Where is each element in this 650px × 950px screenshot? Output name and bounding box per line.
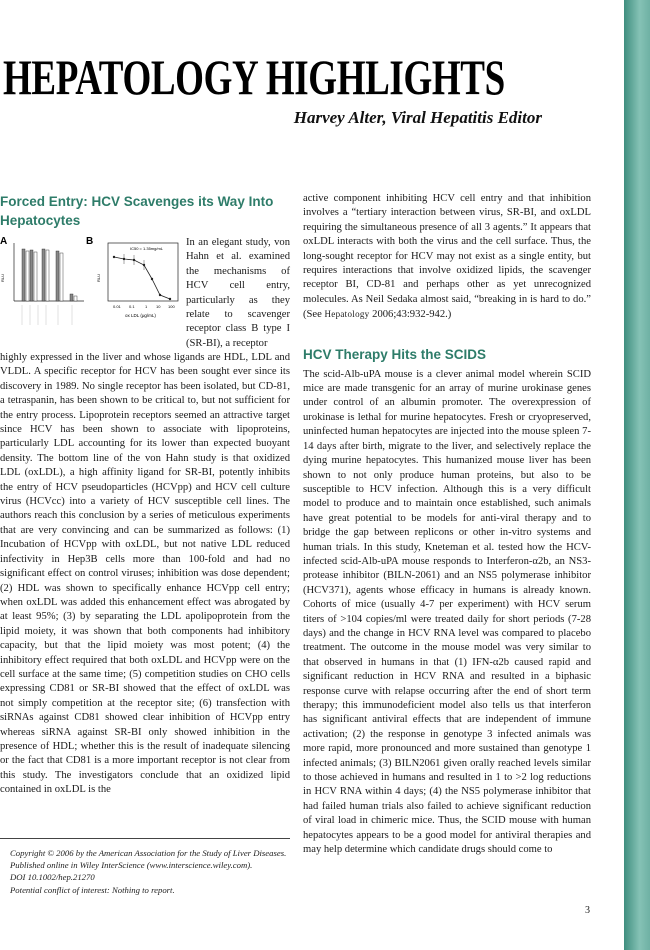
- citation-journal: Hepatology: [324, 309, 370, 320]
- xtick-1: 0.1: [129, 304, 135, 309]
- panel-b-ylabel: RLU: [96, 273, 101, 282]
- panel-b-xticks: [113, 304, 175, 309]
- bar-10: [74, 296, 77, 301]
- section2-heading: HCV Therapy Hits the SCIDS: [303, 346, 487, 362]
- bar-2: [26, 251, 29, 301]
- section1-continued: active component inhibiting HCV cell entry and that inhibition involves a “tertiary interaction between virus, SR-BI, and oxLDL requiring the simultaneous presence of all 3 agents.” It appears that oxLDL interacts with both the virus and the cell surface. Thus, the long-sought receptor for HCV may not exist as a single entity, but requires interactions that involve oxidized lipids, the scavenger receptor BI, CD-81 and perhaps other as yet unrecognized molecules. As Neil Sedaka almost said, “breaking in is hard to do.” (See Hepatology 2006;43:932-942.): [303, 193, 591, 321]
- panel-a-bars: [22, 249, 77, 301]
- ic50-annotation: IC50 = 1.35mg/mL: [130, 246, 164, 251]
- dose-response-curve: [114, 257, 170, 299]
- dose-response-points: [113, 256, 171, 300]
- bar-4: [34, 252, 37, 301]
- footnote-rule: [0, 838, 290, 839]
- section1-wrap-text: In an elegant study, von Hahn et al. examined the mechanisms of HCV cell entry, particularly as they relate to scavenger receptor class B type I (SR-BI), a receptor: [186, 237, 290, 349]
- panel-a-ylabel: RLU: [0, 273, 5, 282]
- left-column: [0, 192, 290, 230]
- page-number: 3: [585, 905, 590, 916]
- journal-title: HEPATOLOGY HIGHLIGHTS: [3, 49, 505, 105]
- figure-svg: [0, 235, 180, 333]
- section1-heading: Forced Entry: HCV Scavenges its Way Into Hepatocytes: [0, 194, 274, 228]
- section2-body: The scid-Alb-uPA mouse is a clever animal model wherein SCID mice are made transgenic for an array of murine urokinase genes under control of an albumin promoter. The overexpression of urokinase is lethal for murine hepatocytes. Fresh or cryopreserved, uninfected human hepatocytes are injected into the mouse spleen 7-14 days after birth, migrate to the liver, and selectively replace the dying murine hepatocytes. This humanized mouse liver has been shown to not only produce human proteins, but also to be susceptible to HCV infection. Although this is a very difficult model to produce and to maintain once established, such animals have great potential to be models for anti-viral therapy and to bridge the gap between replicons or other in-vitro systems and human trials. In this study, Kneteman et al. tested how the HCV-infected scid-Alb-uPA mouse responds to Interferon-α2b, an NS3-protease inhibitor (BILN-2061) and an NS5 polymerase inhibitor (HCV371), agents whose efficacy in humans is already known. Cohorts of mice (usually 4-7 per experiment) with HCV serum titers of >104 copies/ml were treated daily for short periods (7-28 days) and the change in HCV RNA level was compared to placebo treatment. The outcome in the mouse model was very similar to that observed in humans in that (1) IFN-α2b caused rapid and significant reduction in HCV RNA and resulted in a biphasic response curve with relapse occurring after the end of short term therapy; this immunodeficient model also tells us that interferon has significant antiviral effects that are independent of immune activation; (2) the response in genotype 3 infected animals was more rapid, more pronounced and more sustained than genotype 1 infected animals; (3) BILN2061 given orally reached levels similar to those achieved in humans and resulted in 1 to >2 log reductions in HCV RNA within 4 days; (4) the NS5 polymerase inhibitor that had failed human trials also failed to achieve significant reduction of viral load in chimeric mice. Thus, the SCID mouse with human hepatocytes appears to be a good model for antiviral therapies and may help determine which candidate drugs should come to: [303, 368, 591, 856]
- xtick-3: 10: [156, 304, 161, 309]
- xtick-4: 100: [168, 304, 175, 309]
- citation-ref: 2006;43:932-942.): [372, 309, 452, 321]
- editor-credit: Harvey Alter, Viral Hepatitis Editor: [293, 108, 542, 127]
- figure-panels: [0, 235, 180, 333]
- page-edge-bar: [624, 0, 650, 950]
- panel-a-ticklabels: [20, 303, 80, 325]
- bar-5: [42, 249, 45, 301]
- bar-6: [46, 250, 49, 301]
- xtick-0: 0.01: [113, 304, 121, 309]
- panel-a-label: A: [0, 236, 8, 247]
- bar-3: [30, 250, 33, 301]
- bar-7: [56, 251, 59, 301]
- right-column: [303, 192, 591, 857]
- bar-1: [22, 249, 25, 301]
- footnote: Copyright © 2006 by the American Association for the Study of Liver Diseases. Published online in Wiley InterScience (www.interscience.wiley.com). DOI 10.1002/hep.21270 Potential conflict of interest: Nothing to report.: [10, 848, 287, 895]
- bar-9: [70, 294, 73, 301]
- bar-8: [60, 253, 63, 301]
- xtick-2: 1: [145, 304, 148, 309]
- panel-b-label: B: [86, 236, 94, 247]
- section1-body: highly expressed in the liver and whose ligands are HDL, LDL and VLDL. A specific receptor for HCV has been sought ever since its discovery in 1989. No single receptor has been isolated, but CD-81, a tetraspanin, has been shown to be critical to, but not sufficient for the entry process. Lipoprotein receptors seemed an attractive target since HCV has been shown to associate with lipoproteins, particularly LDL accounting for its lower than expected buoyant density. The bottom line of the von Hahn study is that oxidized LDL (oxLDL), a high affinity ligand for SR-BI, potently inhibits the entry of HCV pseudoparticles (HCVpp) and HCV cell culture virus (HCVcc) into a variety of HCV susceptible cell lines. The authors reach this conclusion by a series of meticulous experiments that are very convincing and can be summarized as follows: (1) Incubation of HCVpp with oxLDL, but not native LDL reduced infectivity in Hep3B cells more than 100-fold and had no significant effect on control viruses; inhibition was dose dependent; (2) HDL was shown to specifically enhance HCVpp cell entry; when oxLDL was added this enhancement effect was abrogated by at least 95%; (3) by separating the LDL apolipoprotein from the lipid moiety, it was shown that both components had inhibitory capacity, but that the lipid moiety was most potent; (4) the inhibitory effect required that both oxLDL and HCVpp were on the cell surface at the same time; (5) competition studies on CHO cells expressing CD81 or SR-BI showed that the effect of oxLDL was not simply competition at the receptor site; (6) transfection with siRNAs against CD81 showed clear inhibition of HCVpp entry whereas siRNA against SR-BI only showed inhibition in the presence of HDL; whether this is the result of inadequate silencing or the fact that CD81 is a more important receptor is not clear from this study. The investigators conclude that an oxidized lipid contained in oxLDL is the: [0, 352, 290, 796]
- panel-b-xlabel: ox LDL (μg/mL): [125, 313, 156, 318]
